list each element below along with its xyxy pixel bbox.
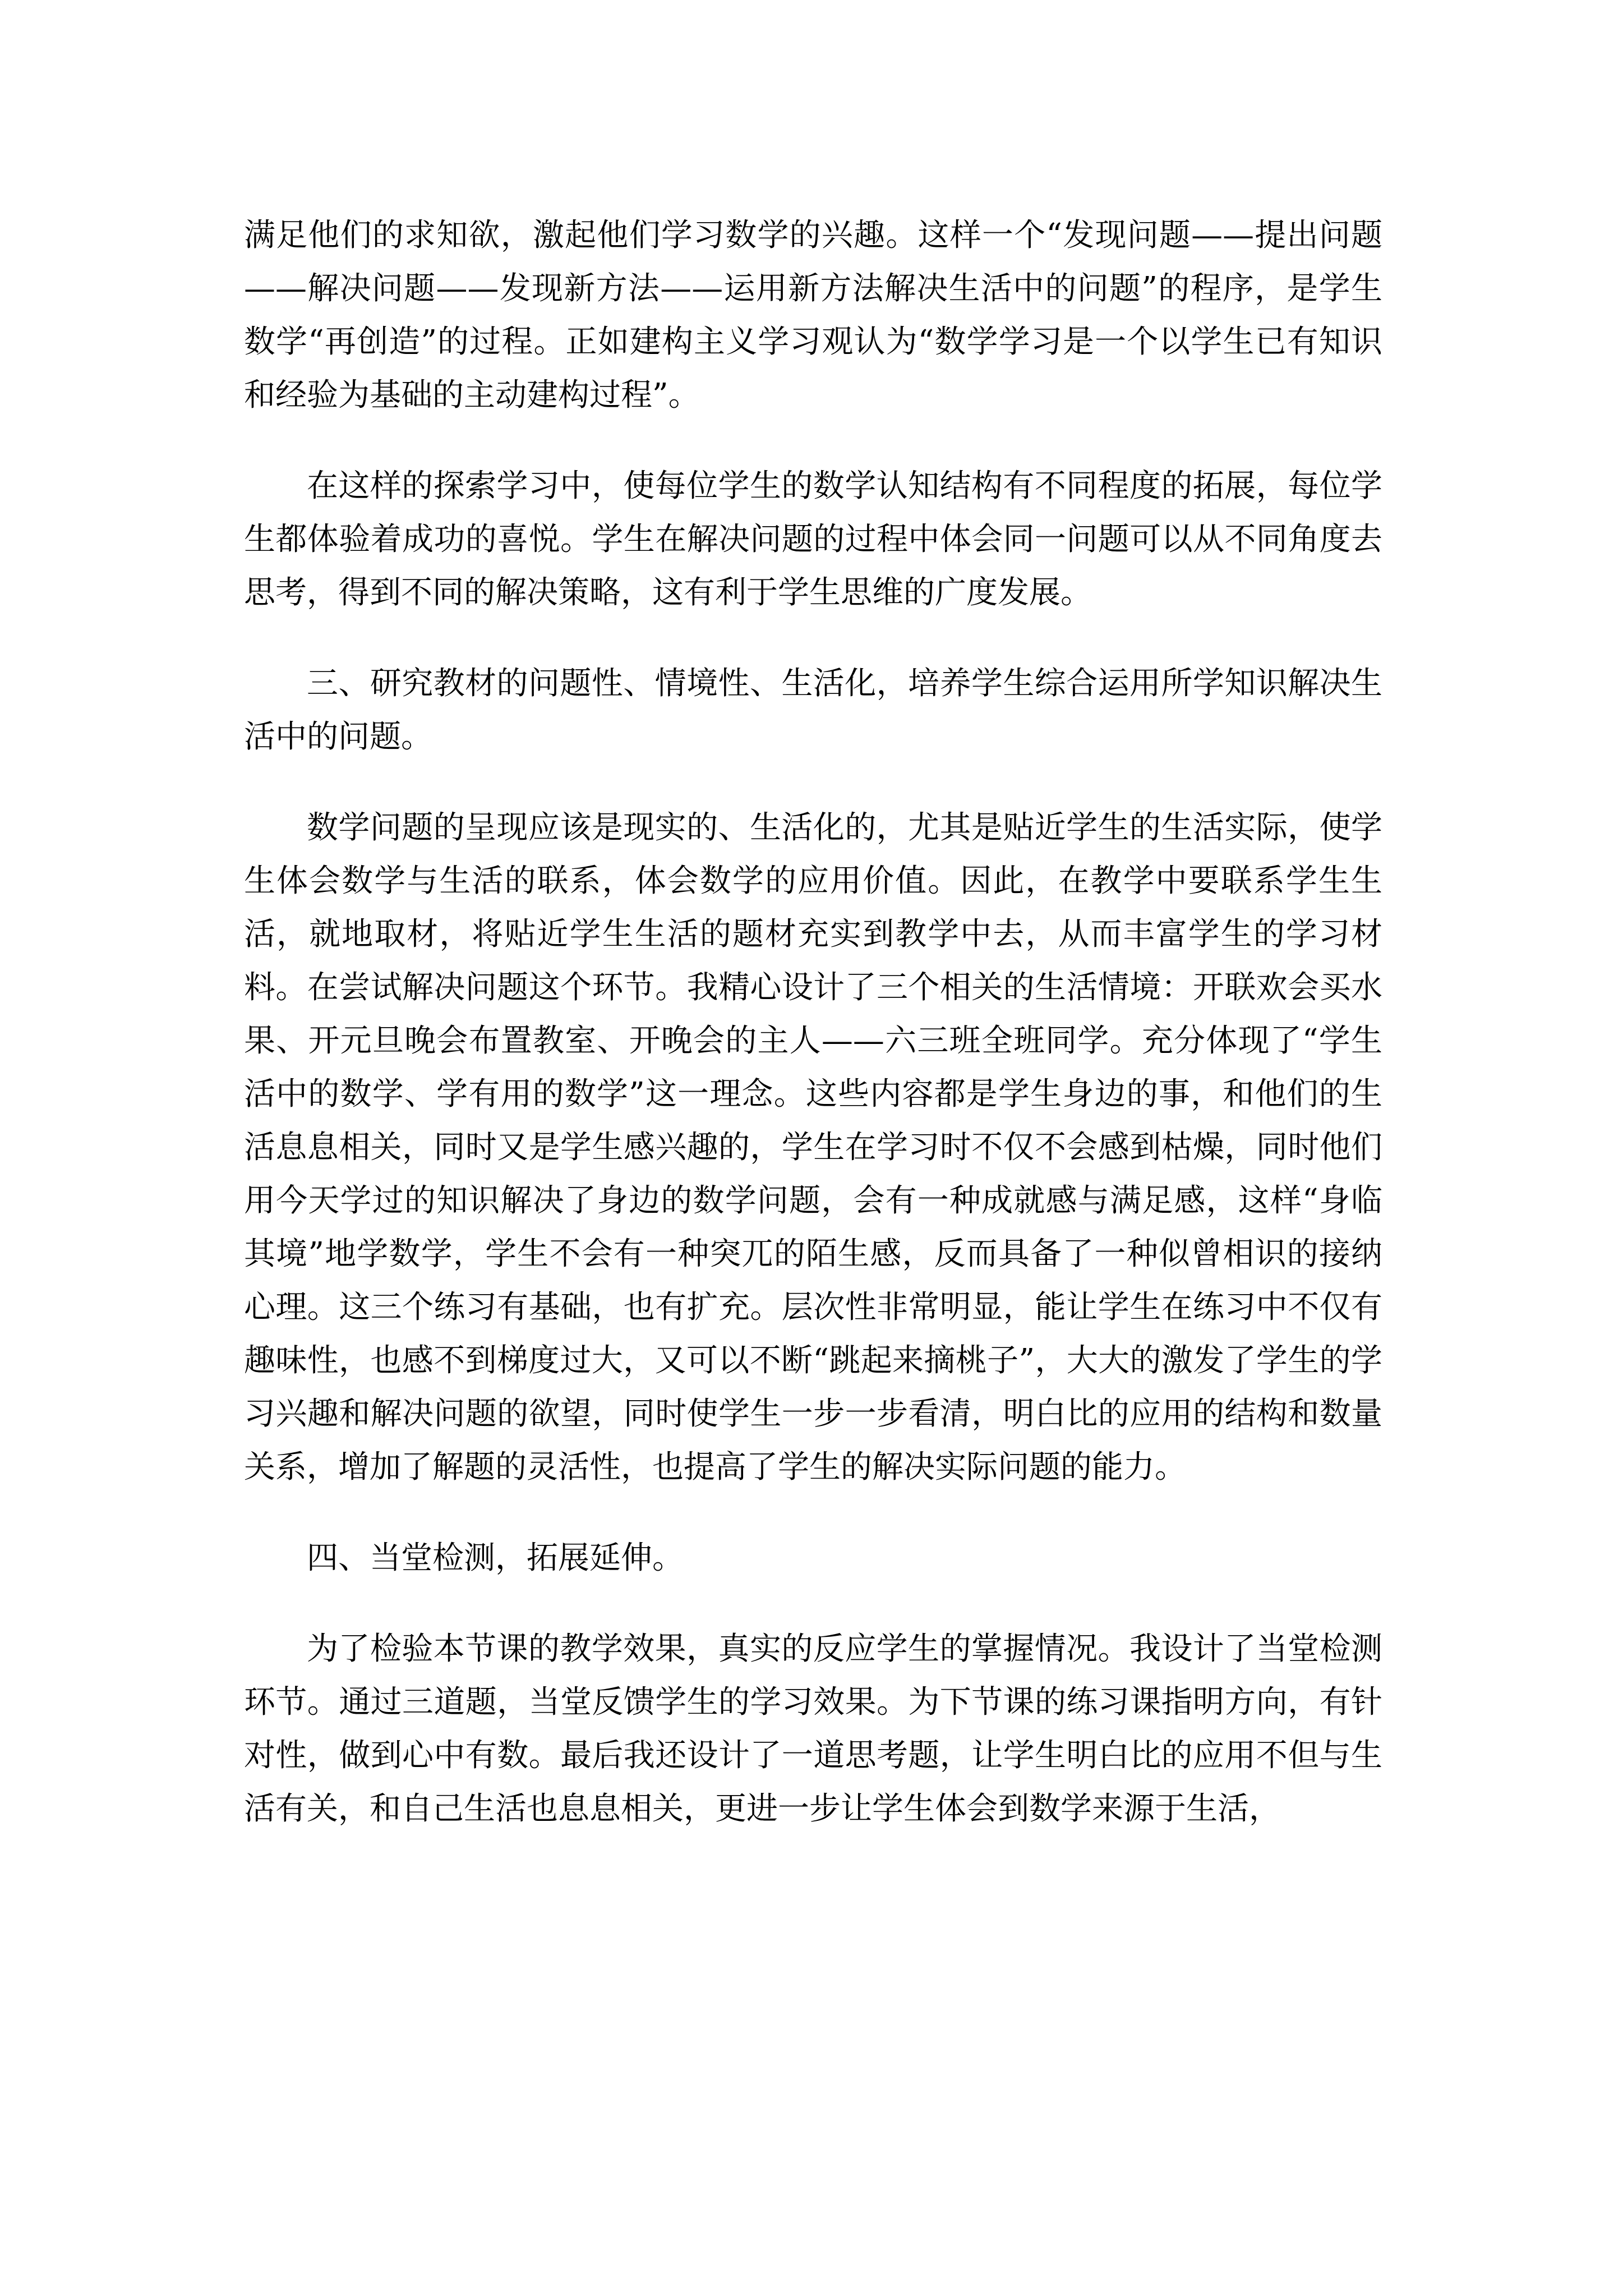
section-heading-three: 三、研究教材的问题性、情境性、生活化，培养学生综合运用所学知识解决生活中的问题。 <box>244 665 1382 755</box>
document-body <box>244 209 1382 1873</box>
section-heading-four: 四、当堂检测，拓展延伸。 <box>307 1540 684 1576</box>
paragraph-real-life-problems: 数学问题的呈现应该是现实的、生活化的，尤其是贴近学生的生活实际，使学生体会数学与生活的联系，体会数学的应用价值。因此，在教学中要联系学生生活，就地取材，将贴近学生生活的题材充实到教学中去，从而丰富学生的学习材料。在尝试解决问题这个环节。我精心设计了三个相关的生活情境：开联欢会买水果、开元旦晚会布置教室、开晚会的主人——六三班全班同学。充分体现了“学生活中的数学、学有用的数学”这一理念。这些内容都是学生身边的事，和他们的生活息息相关，同时又是学生感兴趣的，学生在学习时不仅不会感到枯燥，同时他们用今天学过的知识解决了身边的数学问题，会有一种成就感与满足感，这样“身临其境”地学数学，学生不会有一种突兀的陌生感，反而具备了一种似曾相识的接纳心理。这三个练习有基础，也有扩充。层次性非常明显，能让学生在练习中不仅有趣味性，也感不到梯度过大，又可以不断“跳起来摘桃子”，大大的激发了学生的学习兴趣和解决问题的欲望，同时使学生一步一步看清，明白比的应用的结构和数量关系，增加了解题的灵活性，也提高了学生的解决实际问题的能力。 <box>244 809 1382 1485</box>
paragraph-exploration: 在这样的探索学习中，使每位学生的数学认知结构有不同程度的拓展，每位学生都体验着成功的喜悦。学生在解决问题的过程中体会同一问题可以从不同角度去思考，得到不同的解决策略，这有利于学生思维的广度发展。 <box>244 468 1382 611</box>
paragraph-classroom-test: 为了检验本节课的教学效果，真实的反应学生的掌握情况。我设计了当堂检测环节。通过三道题，当堂反馈学生的学习效果。为下节课的练习课指明方向，有针对性，做到心中有数。最后我还设计了一道思考题，让学生明白比的应用不但与生活有关，和自己生活也息息相关，更进一步让学生体会到数学来源于生活， <box>244 1631 1382 1827</box>
paragraph-continuation: 满足他们的求知欲，激起他们学习数学的兴趣。这样一个“发现问题——提出问题——解决问题——发现新方法——运用新方法解决生活中的问题”的程序，是学生数学“再创造”的过程。正如建构主义学习观认为“数学学习是一个以学生已有知识和经验为基础的主动建构过程”。 <box>244 217 1382 413</box>
